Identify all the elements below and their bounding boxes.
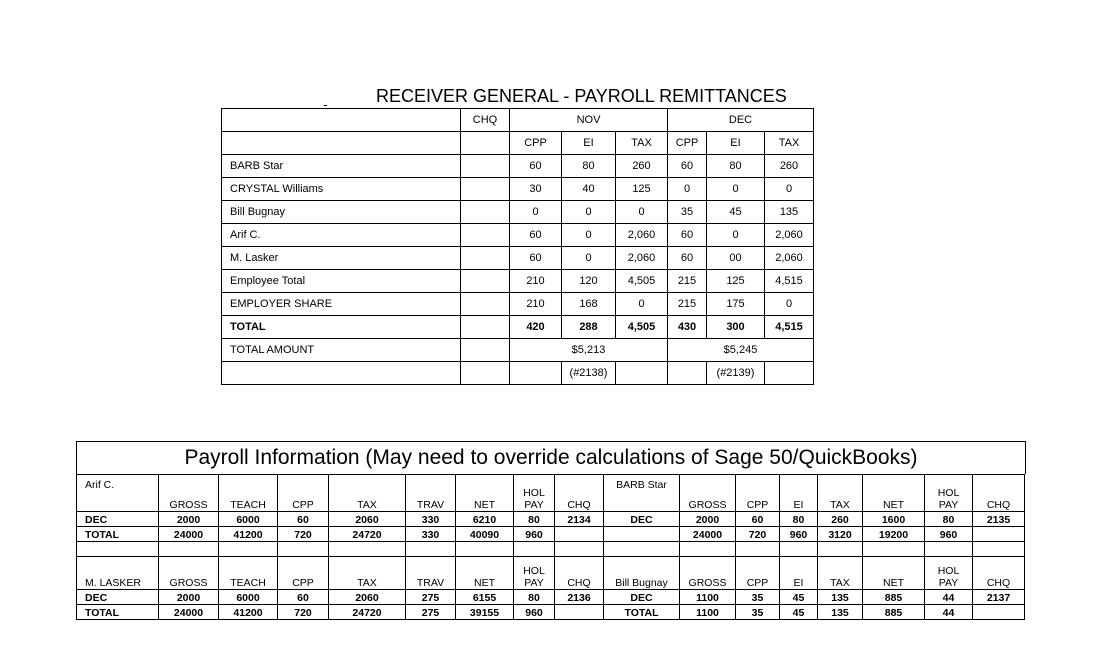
column-header: TRAV (406, 475, 456, 512)
table-row (222, 155, 814, 178)
value-cell: 45 (780, 605, 818, 620)
value-cell: 0 (562, 201, 616, 224)
table-row (222, 247, 814, 270)
value-cell: 60 (668, 155, 707, 178)
value-cell: 720 (278, 605, 329, 620)
value-cell: 60 (278, 512, 329, 527)
remittance-title: RECEIVER GENERAL - PAYROLL REMITTANCES (376, 86, 787, 106)
header-row-months (222, 109, 814, 132)
hol-label: HOL (937, 487, 960, 499)
value-cell: 330 (406, 512, 456, 527)
value-cell: 6000 (219, 590, 278, 605)
row-label: DEC (77, 512, 159, 527)
employee-name: Bill Bugnay (604, 557, 680, 590)
value-cell: 6210 (456, 512, 514, 527)
blank-cell (616, 362, 668, 385)
value-cell (555, 527, 604, 542)
value-cell (555, 605, 604, 620)
column-header: EI (707, 132, 765, 155)
value-cell: 60 (736, 512, 780, 527)
value-cell: 2,060 (616, 224, 668, 247)
blank-cell (668, 362, 707, 385)
value-cell: 45 (780, 590, 818, 605)
table-row (222, 178, 814, 201)
blank-cell (514, 542, 555, 557)
value-cell: 960 (514, 527, 555, 542)
value-cell: 44 (925, 605, 973, 620)
value-cell (973, 527, 1025, 542)
chq-cell (461, 155, 510, 178)
value-cell: 0 (765, 178, 814, 201)
remittance-table (221, 108, 814, 385)
value-cell: 168 (562, 293, 616, 316)
value-cell: 4,515 (765, 316, 814, 339)
value-cell: 125 (616, 178, 668, 201)
column-header: TAX (818, 557, 863, 590)
value-cell: 2000 (159, 512, 219, 527)
blank-cell (510, 362, 562, 385)
column-header: TEACH (219, 475, 278, 512)
blank-cell (555, 542, 604, 557)
value-cell: 288 (562, 316, 616, 339)
value-cell: 2137 (973, 590, 1025, 605)
value-cell: 24000 (159, 605, 219, 620)
table-row (222, 316, 814, 339)
value-cell: 41200 (219, 527, 278, 542)
cheque-nov: (#2138) (562, 362, 616, 385)
column-header-hol-pay (925, 475, 973, 512)
row-label: Bill Bugnay (222, 201, 461, 224)
value-cell: 24720 (329, 605, 406, 620)
column-header: CHQ (555, 557, 604, 590)
blank-cell (604, 542, 680, 557)
value-cell: 6000 (219, 512, 278, 527)
row-label: TOTAL (604, 605, 680, 620)
table-row (77, 590, 1025, 605)
row-label: M. Lasker (222, 247, 461, 270)
value-cell: 135 (818, 605, 863, 620)
blank-cell (925, 542, 973, 557)
chq-cell (461, 293, 510, 316)
value-cell: 260 (818, 512, 863, 527)
value-cell: 175 (707, 293, 765, 316)
value-cell (973, 605, 1025, 620)
blank-cell (159, 542, 219, 557)
pay-label: PAY (938, 577, 959, 589)
column-header: EI (780, 475, 818, 512)
value-cell: 885 (863, 605, 925, 620)
blank-cell (219, 542, 278, 557)
value-cell: 41200 (219, 605, 278, 620)
row-label: TOTAL (77, 527, 159, 542)
header-row-columns (222, 132, 814, 155)
value-cell: 960 (780, 527, 818, 542)
column-header: TAX (818, 475, 863, 512)
column-header: NET (863, 475, 925, 512)
value-cell: 720 (278, 527, 329, 542)
value-cell: 0 (707, 178, 765, 201)
row-label: TOTAL (77, 605, 159, 620)
value-cell: 60 (278, 590, 329, 605)
value-cell: 60 (510, 224, 562, 247)
value-cell: 60 (510, 155, 562, 178)
column-header: TAX (616, 132, 668, 155)
row-label: Employee Total (222, 270, 461, 293)
blank-cell (765, 362, 814, 385)
value-cell: 0 (562, 224, 616, 247)
value-cell: 80 (514, 512, 555, 527)
hol-label: HOL (937, 565, 960, 577)
value-cell: 4,515 (765, 270, 814, 293)
table-row (222, 201, 814, 224)
row-label: CRYSTAL Williams (222, 178, 461, 201)
table-row (222, 293, 814, 316)
value-cell: 210 (510, 270, 562, 293)
cheque-dec: (#2139) (707, 362, 765, 385)
chq-cell (461, 201, 510, 224)
column-header: TEACH (219, 557, 278, 590)
column-header: CPP (510, 132, 562, 155)
value-cell: 80 (707, 155, 765, 178)
value-cell: 80 (514, 590, 555, 605)
value-cell: 2135 (973, 512, 1025, 527)
value-cell: 2136 (555, 590, 604, 605)
value-cell: 960 (514, 605, 555, 620)
value-cell: 39155 (456, 605, 514, 620)
column-header: CPP (278, 475, 329, 512)
row-label (604, 527, 680, 542)
payroll-table (76, 474, 1025, 620)
value-cell: 4,505 (616, 270, 668, 293)
table-row (77, 527, 1025, 542)
blank-cell (77, 542, 159, 557)
employee-name: M. LASKER (77, 557, 159, 590)
blank-cell (222, 109, 461, 132)
value-cell: 80 (925, 512, 973, 527)
value-cell: 2,060 (616, 247, 668, 270)
hol-label: HOL (523, 565, 545, 577)
value-cell: 35 (736, 605, 780, 620)
value-cell: 80 (780, 512, 818, 527)
value-cell: 210 (510, 293, 562, 316)
chq-cell (461, 178, 510, 201)
column-header: CPP (736, 557, 780, 590)
value-cell: 40090 (456, 527, 514, 542)
payroll-title: Payroll Information (May need to override calculations of Sage 50/QuickBooks) (76, 441, 1026, 474)
blank-cell (863, 542, 925, 557)
table-row (77, 512, 1025, 527)
table-row (222, 224, 814, 247)
total-amount-row (222, 339, 814, 362)
column-header: TRAV (406, 557, 456, 590)
column-header: CHQ (973, 557, 1025, 590)
total-amount-nov: $5,213 (510, 339, 668, 362)
chq-cell (461, 316, 510, 339)
chq-cell (461, 339, 510, 362)
pay-label: PAY (524, 577, 544, 589)
value-cell: 885 (863, 590, 925, 605)
column-header-hol-pay (925, 557, 973, 590)
column-header: CHQ (555, 475, 604, 512)
blank-cell (406, 542, 456, 557)
value-cell: 0 (510, 201, 562, 224)
value-cell: 40 (562, 178, 616, 201)
value-cell: 35 (668, 201, 707, 224)
column-header: TAX (765, 132, 814, 155)
value-cell: 0 (616, 293, 668, 316)
value-cell: 275 (406, 590, 456, 605)
value-cell: 24720 (329, 527, 406, 542)
column-header-hol-pay (514, 475, 555, 512)
employee-header-row (77, 475, 1025, 512)
employee-name: BARB Star (604, 475, 680, 512)
value-cell: 135 (765, 201, 814, 224)
column-header: TAX (329, 475, 406, 512)
value-cell: 2060 (329, 590, 406, 605)
cheque-row (222, 362, 814, 385)
payroll-info (76, 441, 1026, 620)
month-header-nov: NOV (510, 109, 668, 132)
chq-cell (461, 247, 510, 270)
column-header: EI (780, 557, 818, 590)
value-cell: 125 (707, 270, 765, 293)
value-cell: 420 (510, 316, 562, 339)
value-cell: 2134 (555, 512, 604, 527)
row-label: DEC (604, 512, 680, 527)
blank-cell (461, 132, 510, 155)
column-header-hol-pay (514, 557, 555, 590)
value-cell: 60 (668, 224, 707, 247)
blank-cell (736, 542, 780, 557)
total-amount-dec: $5,245 (668, 339, 814, 362)
value-cell: 300 (707, 316, 765, 339)
value-cell: 80 (562, 155, 616, 178)
chq-header: CHQ (461, 109, 510, 132)
blank-cell (456, 542, 514, 557)
chq-cell (461, 270, 510, 293)
stray-mark (324, 105, 327, 106)
row-label: DEC (77, 590, 159, 605)
value-cell: 0 (616, 201, 668, 224)
pay-label: PAY (938, 499, 959, 511)
value-cell: 260 (765, 155, 814, 178)
column-header: NET (456, 475, 514, 512)
table-row (222, 270, 814, 293)
month-header-dec: DEC (668, 109, 814, 132)
value-cell: 1100 (680, 590, 736, 605)
blank-cell (222, 132, 461, 155)
total-amount-label: TOTAL AMOUNT (222, 339, 461, 362)
blank-cell (780, 542, 818, 557)
value-cell: 2,060 (765, 247, 814, 270)
column-header: GROSS (680, 475, 736, 512)
blank-cell (973, 542, 1025, 557)
column-header: TAX (329, 557, 406, 590)
chq-cell (461, 362, 510, 385)
blank-cell (278, 542, 329, 557)
column-header: GROSS (159, 475, 219, 512)
value-cell: 275 (406, 605, 456, 620)
value-cell: 2060 (329, 512, 406, 527)
row-label: EMPLOYER SHARE (222, 293, 461, 316)
column-header: NET (456, 557, 514, 590)
value-cell: 24000 (159, 527, 219, 542)
value-cell: 215 (668, 293, 707, 316)
value-cell: 0 (562, 247, 616, 270)
value-cell: 30 (510, 178, 562, 201)
pay-label: PAY (524, 499, 544, 511)
value-cell: 2000 (159, 590, 219, 605)
value-cell: 19200 (863, 527, 925, 542)
value-cell: 720 (736, 527, 780, 542)
value-cell: 135 (818, 590, 863, 605)
value-cell: 00 (707, 247, 765, 270)
value-cell: 60 (668, 247, 707, 270)
hol-label: HOL (523, 487, 545, 499)
employee-name: Arif C. (77, 475, 159, 512)
employee-header-row (77, 557, 1025, 590)
row-label: TOTAL (222, 316, 461, 339)
value-cell: 120 (562, 270, 616, 293)
value-cell: 0 (765, 293, 814, 316)
value-cell: 0 (707, 224, 765, 247)
row-label: DEC (604, 590, 680, 605)
blank-cell (222, 362, 461, 385)
value-cell: 3120 (818, 527, 863, 542)
value-cell: 2000 (680, 512, 736, 527)
column-header: CPP (278, 557, 329, 590)
value-cell: 215 (668, 270, 707, 293)
value-cell: 430 (668, 316, 707, 339)
value-cell: 0 (668, 178, 707, 201)
chq-cell (461, 224, 510, 247)
value-cell: 330 (406, 527, 456, 542)
row-label: Arif C. (222, 224, 461, 247)
value-cell: 260 (616, 155, 668, 178)
value-cell: 44 (925, 590, 973, 605)
column-header: GROSS (680, 557, 736, 590)
value-cell: 24000 (680, 527, 736, 542)
value-cell: 45 (707, 201, 765, 224)
value-cell: 1100 (680, 605, 736, 620)
blank-cell (680, 542, 736, 557)
value-cell: 960 (925, 527, 973, 542)
column-header: CPP (668, 132, 707, 155)
spacer-row (77, 542, 1025, 557)
table-row (77, 605, 1025, 620)
value-cell: 1600 (863, 512, 925, 527)
value-cell: 4,505 (616, 316, 668, 339)
value-cell: 2,060 (765, 224, 814, 247)
column-header: NET (863, 557, 925, 590)
row-label: BARB Star (222, 155, 461, 178)
column-header: CPP (736, 475, 780, 512)
value-cell: 35 (736, 590, 780, 605)
column-header: CHQ (973, 475, 1025, 512)
column-header: EI (562, 132, 616, 155)
value-cell: 6155 (456, 590, 514, 605)
value-cell: 60 (510, 247, 562, 270)
blank-cell (818, 542, 863, 557)
column-header: GROSS (159, 557, 219, 590)
blank-cell (329, 542, 406, 557)
